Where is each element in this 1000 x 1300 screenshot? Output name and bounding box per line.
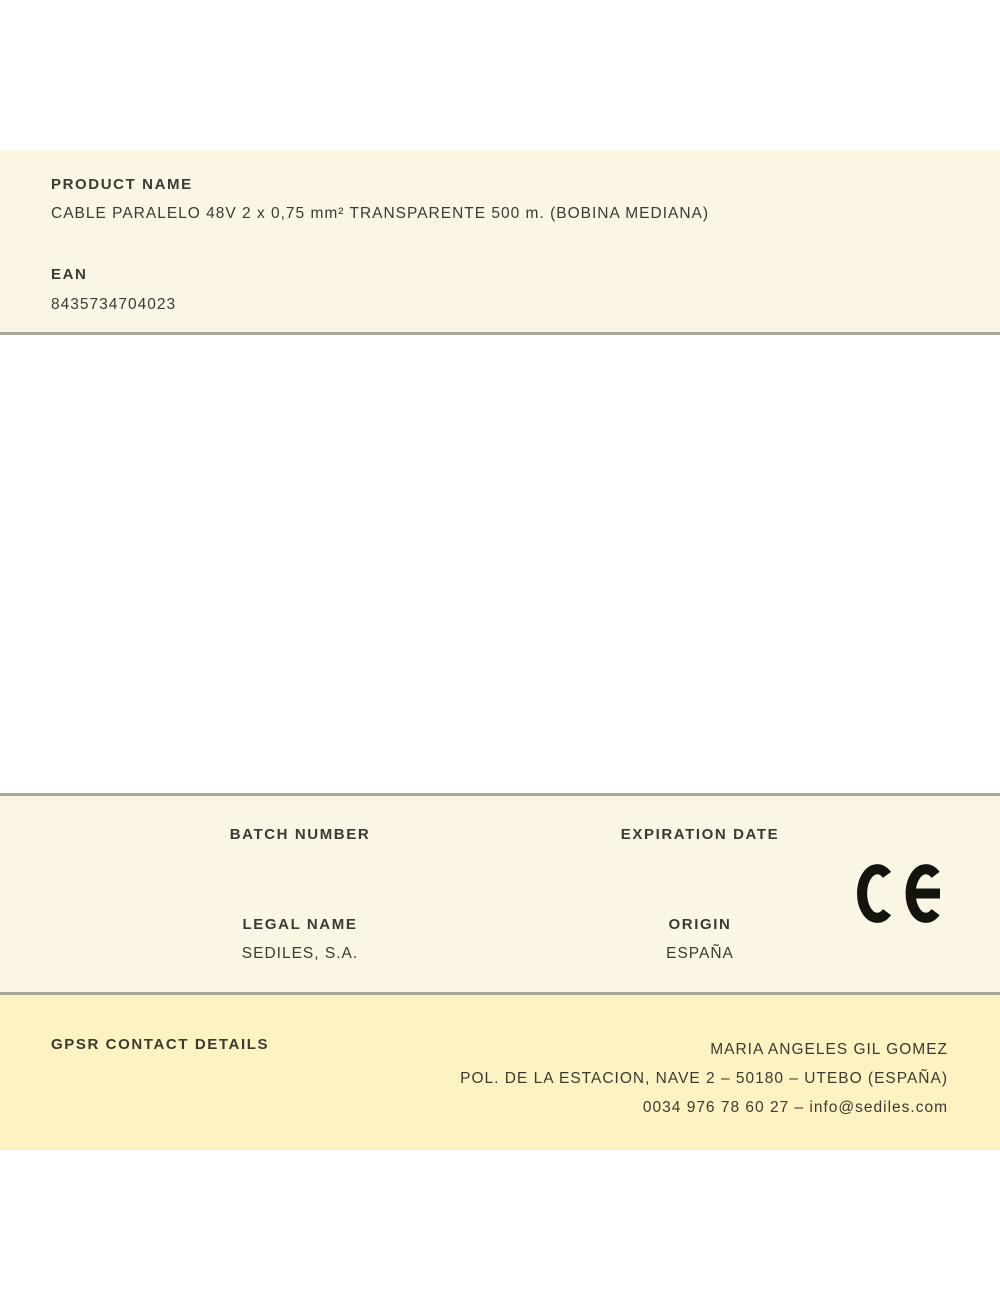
expiration-date-label: EXPIRATION DATE: [620, 826, 780, 843]
product-name-label: PRODUCT NAME: [51, 176, 193, 193]
legal-name-label: LEGAL NAME: [242, 916, 358, 933]
origin-value: ESPAÑA: [666, 945, 734, 962]
legal-name-value: SEDILES, S.A.: [241, 945, 359, 962]
gpsr-contact-block: [460, 1035, 948, 1122]
batch-number-label: BATCH NUMBER: [229, 826, 371, 843]
gpsr-contact-name: MARIA ANGELES GIL GOMEZ: [710, 1041, 948, 1058]
gpsr-section: [0, 992, 1000, 1150]
gpsr-contact-address: POL. DE LA ESTACION, NAVE 2 – 50180 – UTEBO (ESPAÑA): [460, 1070, 948, 1087]
traceability-left-column: [100, 796, 500, 992]
gpsr-contact-phone-email: 0034 976 78 60 27 – info@sediles.com: [642, 1099, 948, 1116]
gpsr-title: GPSR CONTACT DETAILS: [51, 1036, 270, 1053]
traceability-section: [0, 793, 1000, 992]
origin-label: ORIGIN: [668, 916, 732, 933]
ean-value: 8435734704023: [51, 296, 177, 313]
product-name-value: CABLE PARALELO 48V 2 x 0,75 mm² TRANSPARENTE 500 m. (BOBINA MEDIANA): [51, 205, 710, 222]
traceability-right-column: [500, 796, 900, 992]
ce-mark-icon: [857, 864, 942, 923]
product-info-section: [0, 150, 1000, 335]
ean-label: EAN: [51, 266, 88, 283]
